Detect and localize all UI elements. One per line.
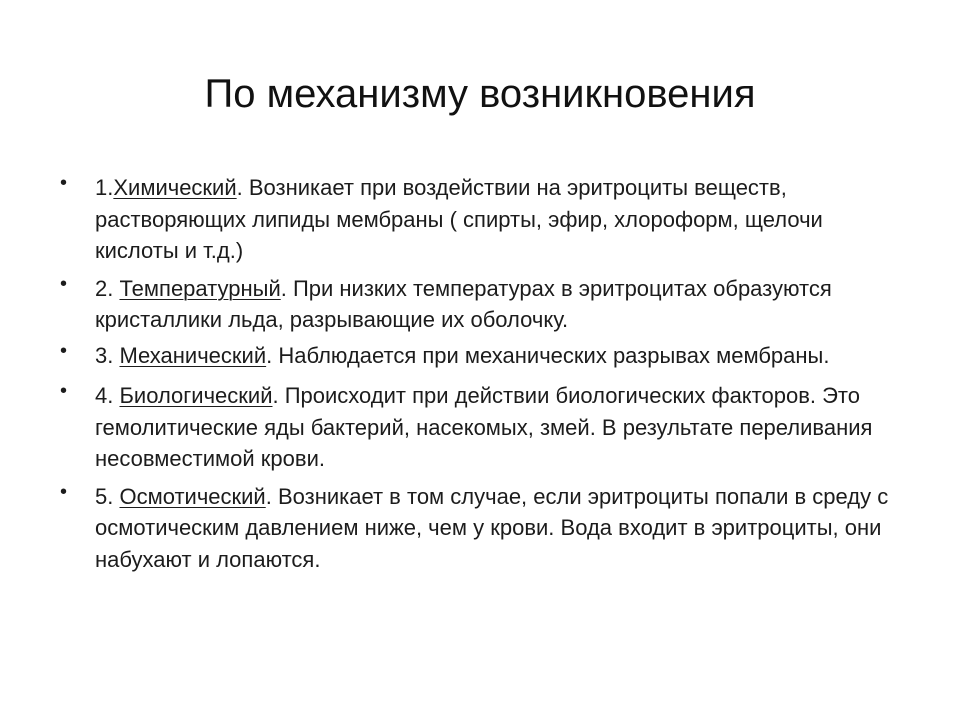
bullet-icon: •	[60, 480, 68, 503]
item-text: . Возникает в том случае, если эритроциты попали в среду с осмотическим давлением ниже, чем у крови. Вода входит в эритроциты, они набухают и лопаются.	[95, 483, 889, 572]
bullet-icon: •	[60, 272, 68, 295]
item-number: 1.	[95, 175, 114, 200]
item-term: Биологический	[119, 383, 273, 408]
item-text: . При низких температурах в эритроцитах образуются кристаллики льда, разрывающие их оболочку.	[95, 275, 832, 332]
item-number: 3.	[95, 342, 120, 368]
item-text: . Происходит при действии биологических факторов. Это гемолитические яды бактерий, насекомых, змей. В результате переливания несовместимой крови.	[95, 383, 873, 471]
list-item	[60, 172, 910, 267]
item-number: 4.	[95, 383, 120, 408]
item-text: . Возникает при воздействии на эритроциты веществ, растворяющих липиды мембраны ( спирты, эфир, хлороформ, щелочи кислоты и т.д.)	[95, 175, 823, 263]
list-item	[60, 340, 910, 372]
item-number: 2.	[95, 275, 120, 301]
item-term: Механический	[119, 342, 267, 368]
item-term: Химический	[113, 175, 237, 200]
list-item	[60, 380, 910, 475]
list-item	[60, 273, 910, 336]
list-item	[60, 481, 910, 576]
item-text: . Наблюдается при механических разрывах мембраны.	[266, 342, 830, 368]
slide-title: По механизму возникновения	[204, 72, 756, 116]
bullet-list	[60, 172, 910, 575]
bullet-icon: •	[60, 339, 68, 362]
bullet-icon: •	[60, 172, 68, 194]
bullet-icon: •	[60, 380, 68, 402]
item-term: Осмотический	[119, 483, 266, 509]
item-term: Температурный	[119, 275, 281, 301]
item-number: 5.	[95, 483, 120, 509]
